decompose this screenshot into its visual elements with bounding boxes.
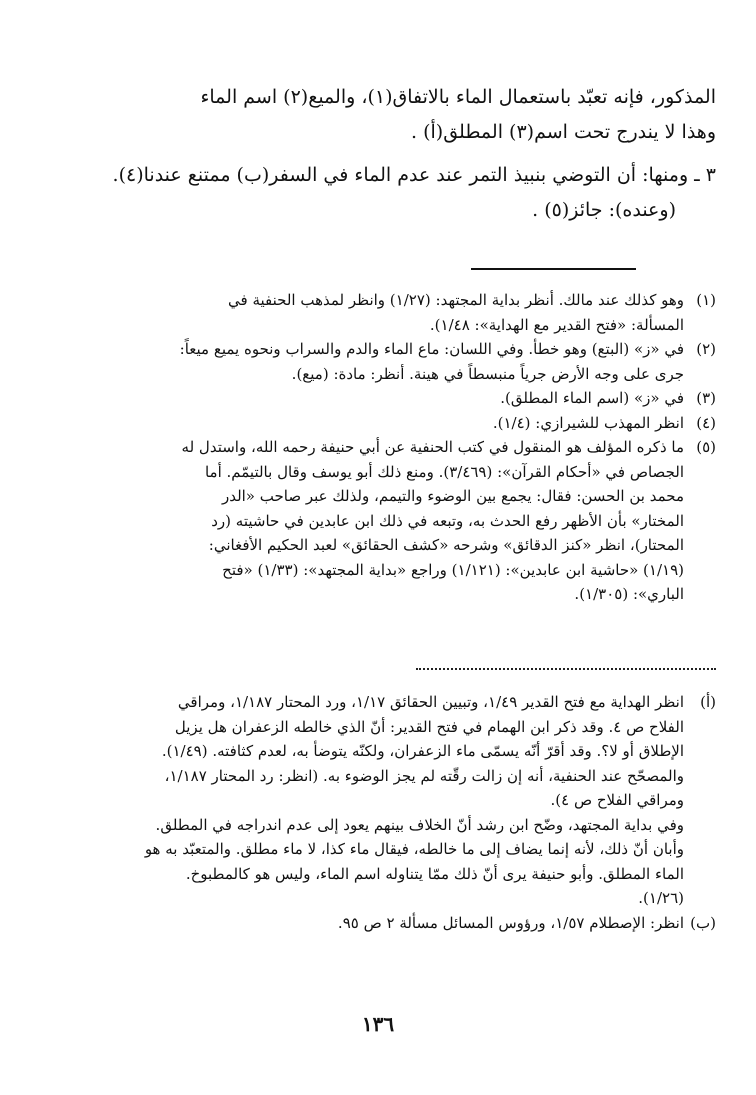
editor-note-line: انظر: الإصطلام ١/٥٧، ورؤوس المسائل مسألة ٢ ص ٩٥. bbox=[337, 913, 684, 932]
footnote bbox=[80, 337, 716, 386]
page-number: ١٣٦ bbox=[361, 1012, 395, 1036]
body-line: وهذا لا يندرج تحت اسم(٣) المطلق(أ) . bbox=[411, 121, 716, 143]
editor-note-line: والمصحّح عند الحنفية، أنه إن زالت رقّته لم يجز الوضوء به. (انظر: رد المحتار ١/١٨٧، bbox=[164, 766, 684, 785]
footnote-number: (٢) bbox=[696, 340, 716, 358]
footnote-line: انظر المهذب للشيرازي: (١/٤). bbox=[492, 413, 684, 432]
body-line: ٣ ـ ومنها: أن التوضي بنبيذ التمر عند عدم الماء في السفر(ب) ممتنع عندنا(٤). bbox=[112, 164, 716, 186]
footnote-number: (٣) bbox=[696, 389, 716, 407]
footnote-line: ما ذكره المؤلف هو المنقول في كتب الحنفية عن أبي حنيفة رحمه الله، واستدل له bbox=[181, 438, 684, 456]
editor-note-line: وأبان أنّ ذلك، لأنه إنما يضاف إلى ما خالطه، فيقال ماء كذا، لا ماء مطلق. والمتعبّد به هو bbox=[144, 840, 684, 858]
footnote-line: في «ز» (اسم الماء المطلق). bbox=[500, 389, 684, 407]
footnote bbox=[80, 411, 716, 436]
footnote bbox=[80, 435, 716, 607]
footnote bbox=[80, 386, 716, 411]
footnote-number: (٥) bbox=[696, 438, 716, 456]
main-text bbox=[80, 80, 716, 228]
footnote-line: جرى على وجه الأرض جرياً منبسطاً في هينة. أنظر: مادة: (ميع). bbox=[291, 364, 684, 383]
editor-note-line: الفلاح ص ٤. وقد ذكر ابن الهمام في فتح القدير: أنّ الذي خالطه الزعفران هل يزيل bbox=[174, 717, 684, 736]
editor-note-line: ومراقي الفلاح ص ٤). bbox=[550, 791, 684, 809]
editor-note-line: الإطلاق أو لا؟. وقد أقرّ أنّه يسمّى ماء الزعفران، ولكنّه يتوضأ به، لعدم كثافته. (١/٤٩). bbox=[161, 742, 684, 760]
editor-note bbox=[80, 690, 716, 911]
footnote-number: (٤) bbox=[696, 413, 716, 432]
footnote-number: (١) bbox=[696, 291, 716, 309]
body-line: المذكور، فإنه تعبّد باستعمال الماء بالاتفاق(١)، والميع(٢) اسم الماء bbox=[200, 86, 716, 108]
author-footnotes bbox=[80, 288, 716, 607]
footnote-divider bbox=[471, 268, 636, 270]
footnote-line: المحتار)، انظر «كنز الدقائق» وشرحه «كشف الحقائق» لعبد الحكيم الأفغاني: bbox=[208, 536, 684, 554]
editor-note bbox=[80, 911, 716, 936]
footnote-line: الجصاص في «أحكام القرآن»: (٣/٤٦٩). ومنع ذلك أبو يوسف وقال بالتيمّم. أما bbox=[204, 462, 684, 481]
editor-note-line: (١/٢٦). bbox=[638, 889, 684, 907]
footnote-line: محمد بن الحسن: فقال: يجمع بين الوضوء والتيمم، ولذلك عبر صاحب «الدر bbox=[221, 487, 684, 505]
footnote-line: الباري»: (١/٣٠٥). bbox=[574, 585, 684, 603]
editor-note-line: انظر الهداية مع فتح القدير ١/٤٩، وتبيين الحقائق ١/١٧، ورد المحتار ١/١٨٧، ومراقي bbox=[177, 693, 684, 711]
footnote bbox=[80, 288, 716, 337]
footnote-line: وهو كذلك عند مالك. أنظر بداية المجتهد: (١/٢٧) وانظر لمذهب الحنفية في bbox=[228, 291, 684, 309]
footnote-line: المسألة: «فتح القدير مع الهداية»: ١/٤٨). bbox=[429, 315, 684, 334]
footnote-line: (١/١٩) «حاشية ابن عابدين»: (١/١٢١) وراجع «بداية المجتهد»: (١/٣٣) «فتح bbox=[222, 560, 684, 579]
dotted-separator bbox=[416, 668, 716, 670]
body-line: (وعنده): جائز(٥) . bbox=[532, 199, 676, 221]
editor-footnotes bbox=[80, 690, 716, 935]
footnote-line: في «ز» (البتع) وهو خطأ. وفي اللسان: ماع الماء والدم والسراب ونحوه يميع ميعاً: bbox=[179, 340, 684, 358]
footnote-line: المختار» بأن الأظهر رفع الحدث به، وتبعه في ذلك ابن عابدين في حاشيته (رد bbox=[211, 511, 684, 530]
editor-note-line: وفي بداية المجتهد، وضّح ابن رشد أنّ الخلاف بينهم يعود إلى عدم اندراجه في المطلق. bbox=[155, 815, 684, 834]
editor-note-letter: (أ) bbox=[700, 693, 716, 711]
editor-note-letter: (ب) bbox=[690, 913, 716, 932]
editor-note-line: الماء المطلق. وأبو حنيفة يرى أنّ ذلك ممّا يتناوله اسم الماء، وليس هو كالمطبوخ. bbox=[185, 864, 684, 883]
